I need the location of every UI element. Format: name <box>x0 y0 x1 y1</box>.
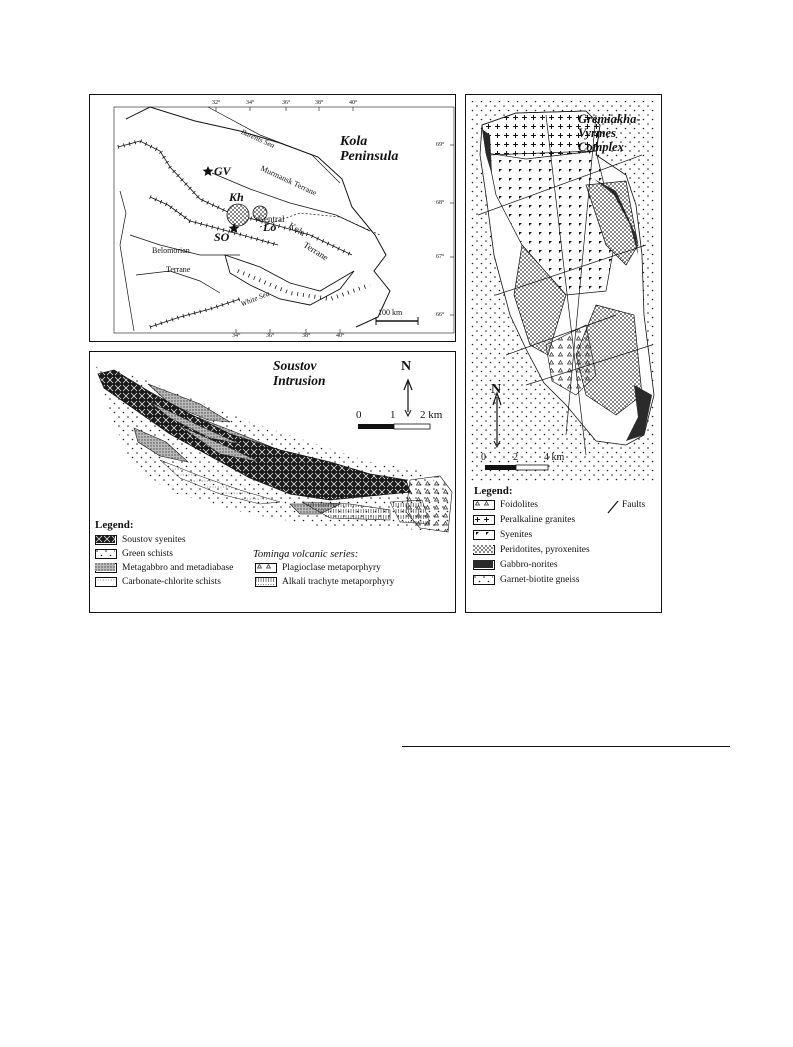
legend-swatch <box>473 500 495 510</box>
legend-label: Carbonate-chlorite schists <box>122 577 221 587</box>
gremiakha-legend-title: Legend: <box>474 485 513 497</box>
kola-lon-tick-label: 32° <box>212 100 221 106</box>
gremiakha-north-label: N <box>491 382 502 397</box>
gremiakha-scale-label: 4 km <box>544 452 565 463</box>
gremiakha-vyrmes-map-panel <box>465 94 662 613</box>
tominga-title: Tominga volcanic series: <box>253 549 359 560</box>
site-so-label: SO <box>214 230 230 244</box>
kola-lat-tick-label: 69° <box>436 142 445 148</box>
kola-lat-tick-label: 68° <box>436 200 445 206</box>
soustov-legend-item <box>95 577 221 587</box>
soustov-title: Soustov <box>273 358 317 373</box>
kola-lon-tick-label: 38° <box>315 100 324 106</box>
gremiakha-legend-item <box>473 560 558 570</box>
kola-scale-label: 100 km <box>378 308 403 317</box>
belomorian-terrane-label: Belomorian <box>152 246 190 255</box>
kola-lon-tick-label: 34° <box>232 333 241 339</box>
soustov-map-drawing <box>90 352 456 613</box>
soustov-legend-item <box>95 549 173 559</box>
legend-swatch <box>473 575 495 585</box>
kola-lon-tick-label: 40° <box>349 100 358 106</box>
legend-label: Green schists <box>122 549 173 559</box>
legend-swatch <box>95 563 117 573</box>
kola-lon-tick-label: 40° <box>336 333 345 339</box>
site-kh-label: Kh <box>229 190 244 204</box>
murmansk-terrane-label: Murmansk Terrane <box>259 163 319 198</box>
soustov-scale-label: 2 km <box>420 409 443 421</box>
gremiakha-title: Gremiakha- <box>578 112 641 126</box>
legend-label: Syenites <box>500 530 533 540</box>
soustov-legend-item <box>95 535 186 545</box>
gremiakha-title: Vyrmes <box>578 126 616 140</box>
gremiakha-legend-item <box>473 575 579 585</box>
central-label: Central <box>258 214 285 224</box>
kola-terrane-label: Terrane <box>301 239 331 263</box>
gremiakha-legend-item <box>473 530 532 540</box>
legend-label: Soustov syenites <box>122 535 186 545</box>
gremiakha-legend-item <box>473 545 590 555</box>
gremiakha-legend-item <box>473 500 538 510</box>
legend-label: Plagioclase metaporphyry <box>282 563 381 573</box>
faults-label: Faults <box>622 500 646 510</box>
legend-swatch <box>473 515 495 525</box>
site-gv-label: GV <box>214 164 231 178</box>
legend-label: Peralkaline granites <box>500 515 576 525</box>
legend-swatch <box>255 577 277 587</box>
legend-swatch <box>95 549 117 559</box>
kola-lon-tick-label: 38° <box>302 333 311 339</box>
soustov-legend-item <box>255 577 394 587</box>
legend-label: Peridotites, pyroxenites <box>500 545 590 555</box>
legend-label: Metagabbro and metadiabase <box>122 563 234 573</box>
legend-swatch <box>473 560 495 570</box>
soustov-legend-title: Legend: <box>95 519 134 531</box>
legend-swatch <box>473 545 495 555</box>
soustov-scale-label: 0 <box>356 409 362 421</box>
gremiakha-title: Complex <box>578 140 624 154</box>
soustov-legend-item <box>255 563 381 573</box>
kola-lon-tick-label: 36° <box>266 333 275 339</box>
kola-terrane-label: Kola <box>286 220 308 238</box>
legend-swatch <box>95 577 117 587</box>
gremiakha-scale-label: 0 <box>481 452 486 463</box>
gremiakha-scale-label: 2 <box>513 452 518 463</box>
soustov-intrusion-map-panel <box>89 351 456 613</box>
soustov-legend-item <box>95 563 233 573</box>
legend-swatch <box>255 563 277 573</box>
kola-title: Kola <box>340 134 368 149</box>
page-separator-rule <box>402 746 730 747</box>
site-lo-label: Lo <box>263 220 277 234</box>
gv-star-icon <box>203 166 214 176</box>
kola-lon-tick-label: 36° <box>282 100 291 106</box>
legend-label: Garnet-biotite gneiss <box>500 575 580 585</box>
legend-label: Foidolites <box>500 500 539 510</box>
kola-title: Peninsula <box>340 149 399 164</box>
belomorian-terrane-label: Terrane <box>166 265 191 274</box>
kola-peninsula-map-panel <box>89 94 456 342</box>
soustov-north-label: N <box>401 359 412 374</box>
legend-label: Alkali trachyte metaporphyry <box>282 577 395 587</box>
legend-swatch <box>473 530 495 540</box>
gremiakha-legend-item <box>473 515 575 525</box>
kola-lat-tick-label: 66° <box>436 312 445 318</box>
soustov-title: Intrusion <box>273 373 326 388</box>
white-sea-label: White Sea <box>239 288 271 309</box>
barents-sea-label: Barents Sea <box>239 127 277 150</box>
legend-label: Gabbro-norites <box>500 560 558 570</box>
soustov-scale-label: 1 <box>390 409 396 421</box>
kola-lat-tick-label: 67° <box>436 254 445 260</box>
legend-swatch <box>95 535 117 545</box>
kola-lon-tick-label: 34° <box>246 100 255 106</box>
